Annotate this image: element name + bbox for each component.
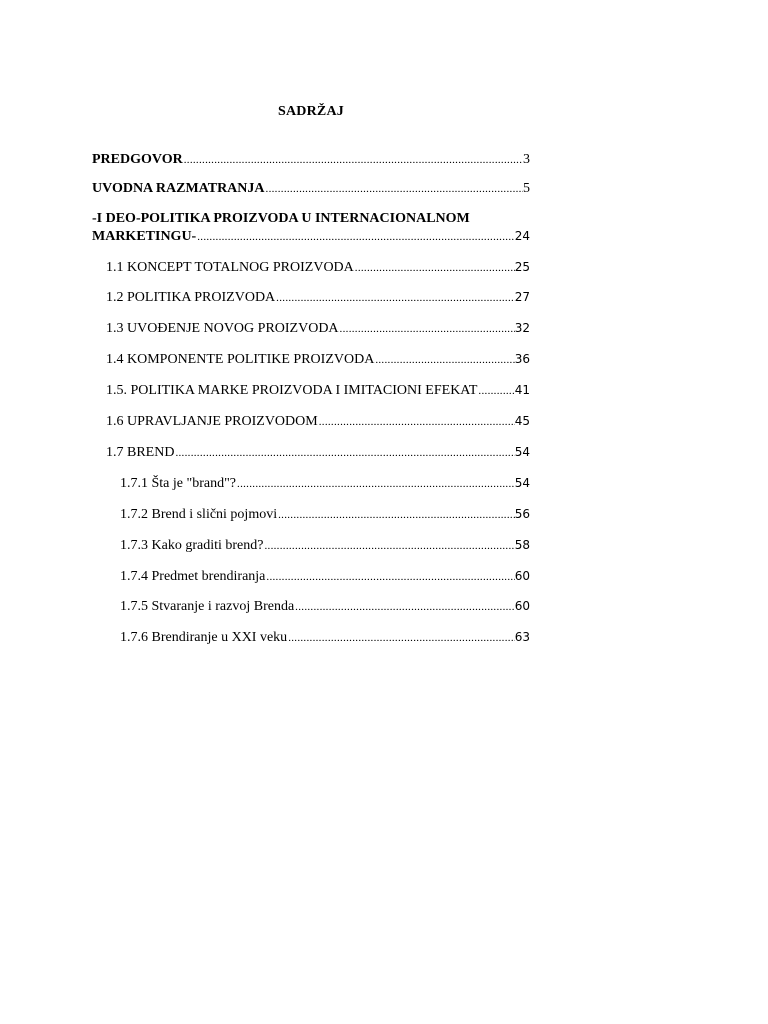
toc-entry-1-7-4[interactable] <box>120 568 530 586</box>
dot-leader <box>340 321 515 338</box>
toc-page-number: 58 <box>514 538 530 552</box>
toc-entry-1-7-5[interactable] <box>120 598 530 616</box>
toc-entry-label: 1.7.3 Kako graditi brend? <box>120 538 264 553</box>
toc-entry-label: 1.7.6 Brendiranje u XXI veku <box>120 630 288 645</box>
dot-leader <box>295 599 515 616</box>
toc-page-number: 5 <box>523 181 530 196</box>
dot-leader <box>288 630 515 647</box>
toc-page-number: 36 <box>514 352 530 366</box>
dot-leader <box>355 260 515 277</box>
toc-entry-1-7-3[interactable] <box>120 537 530 555</box>
dot-leader <box>478 383 514 400</box>
toc-entry-label: 1.1 KONCEPT TOTALNOG PROIZVODA <box>106 260 354 275</box>
toc-entry-label: 1.7.5 Stvaranje i razvoj Brenda <box>120 599 295 614</box>
dot-leader <box>266 569 514 586</box>
toc-entry-label-line1: -I DEO-POLITIKA PROIZVODA U INTERNACIONALNOM <box>92 211 470 226</box>
toc-entry-uvodna-razmatranja[interactable] <box>92 180 530 198</box>
toc-entry-label: 1.3 UVOĐENJE NOVOG PROIZVODA <box>106 321 339 336</box>
dot-leader <box>276 290 515 307</box>
toc-entry-predgovor[interactable] <box>92 151 530 169</box>
dot-leader <box>184 152 523 169</box>
toc-page-number: 25 <box>514 260 530 274</box>
toc-page-number: 32 <box>514 321 530 335</box>
dot-leader <box>197 229 514 246</box>
toc-entry-1-7-6[interactable] <box>120 629 530 647</box>
toc-entry-1-2[interactable] <box>106 289 530 307</box>
toc-entry-label: UVODNA RAZMATRANJA <box>92 181 265 196</box>
toc-page-number: 54 <box>514 476 530 490</box>
toc-entry-label: 1.5. POLITIKA MARKE PROIZVODA I IMITACIONI EFEKAT <box>106 383 478 398</box>
toc-entry-label: 1.7 BREND <box>106 445 175 460</box>
toc-entry-label: 1.6 UPRAVLJANJE PROIZVODOM <box>106 414 318 429</box>
dot-leader <box>266 181 523 198</box>
toc-entry-1-5[interactable] <box>106 382 530 400</box>
toc-entry-label: 1.7.1 Šta je "brand"? <box>120 476 237 491</box>
toc-page-number: 54 <box>514 445 530 459</box>
toc-entry-1-7-2[interactable] <box>120 506 530 524</box>
toc-entry-label: MARKETINGU- <box>92 229 197 244</box>
toc-entry-label: 1.4 KOMPONENTE POLITIKE PROIZVODA <box>106 352 375 367</box>
dot-leader <box>237 476 515 493</box>
toc-entry-1-4[interactable] <box>106 351 530 369</box>
dot-leader <box>319 414 515 431</box>
toc-entry-1-7[interactable] <box>106 444 530 462</box>
toc-entry-label: 1.7.2 Brend i slični pojmovi <box>120 507 278 522</box>
dot-leader <box>375 352 514 369</box>
toc-entry-1-7-1[interactable] <box>120 475 530 493</box>
toc-page-number: 24 <box>514 229 530 243</box>
toc-page-number: 56 <box>514 507 530 521</box>
toc-entry-1-3[interactable] <box>106 320 530 338</box>
toc-entry-label: PREDGOVOR <box>92 152 183 167</box>
toc-page-number: 60 <box>514 599 530 613</box>
toc-page-number: 45 <box>514 414 530 428</box>
toc-page-number: 60 <box>514 569 530 583</box>
dot-leader <box>175 445 514 462</box>
toc-entry-1-6[interactable] <box>106 413 530 431</box>
toc-entry-label: 1.2 POLITIKA PROIZVODA <box>106 290 276 305</box>
toc-page-number: 3 <box>523 152 530 167</box>
toc-entry-1-1[interactable] <box>106 259 530 277</box>
toc-page-number: 41 <box>514 383 530 397</box>
toc-entry-label: 1.7.4 Predmet brendiranja <box>120 569 266 584</box>
toc-entry-i-deo[interactable] <box>92 228 530 246</box>
toc-page-number: 27 <box>514 290 530 304</box>
document-title: SADRŽAJ <box>278 104 344 119</box>
toc-page-number: 63 <box>514 630 530 644</box>
dot-leader <box>264 538 514 555</box>
dot-leader <box>278 507 515 524</box>
